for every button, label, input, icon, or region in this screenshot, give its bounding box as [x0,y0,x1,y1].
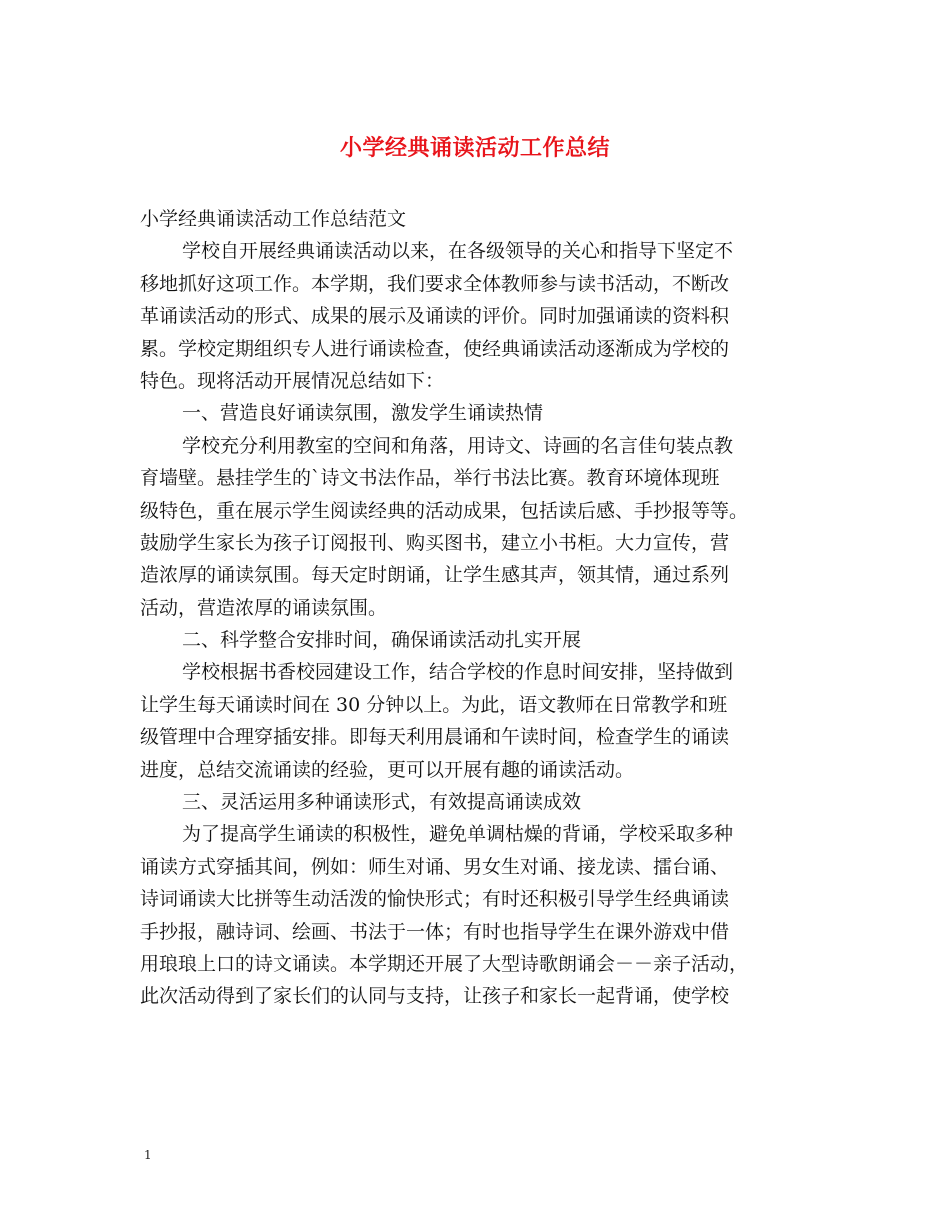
paragraph-line: 活动，营造浓厚的诵读氛围。 [140,596,388,619]
section-heading: 一、营造良好诵读氛围，激发学生诵读热情 [182,402,544,425]
paragraph-line: 级特色，重在展示学生阅读经典的活动成果，包括读后感、手抄报等等。 [140,499,749,522]
paragraph-line: 诵读方式穿插其间，例如：师生对诵、男女生对诵、接龙读、擂台诵、 [140,855,730,878]
paragraph-line: 用琅琅上口的诗文诵读。本学期还开展了大型诗歌朗诵会－－亲子活动， [140,952,749,975]
paragraph-line: 育墙壁。悬挂学生的`诗文书法作品，举行书法比赛。教育环境体现班 [140,467,720,490]
paragraph-line: 诗词诵读大比拼等生动活泼的愉快形式；有时还积极引导学生经典诵读 [140,888,730,911]
paragraph-line: 让学生每天诵读时间在 30 分钟以上。为此，语文教师在日常教学和班 [140,693,728,716]
document-title: 小学经典诵读活动工作总结 [339,135,610,161]
paragraph-line: 手抄报，融诗词、绘画、书法于一体；有时也指导学生在课外游戏中借 [140,920,730,943]
section-heading: 三、灵活运用多种诵读形式，有效提高诵读成效 [182,791,582,814]
paragraph-line: 累。学校定期组织专人进行诵读检查，使经典诵读活动逐渐成为学校的 [140,337,730,360]
paragraph-line: 进度，总结交流诵读的经验，更可以开展有趣的诵读活动。 [140,758,635,781]
paragraph-line: 鼓励学生家长为孩子订阅报刊、购买图书，建立小书柜。大力宣传，营 [140,531,730,554]
paragraph-line: 此次活动得到了家长们的认同与支持，让孩子和家长一起背诵，使学校 [140,985,730,1008]
paragraph-line: 特色。现将活动开展情况总结如下： [140,369,445,392]
paragraph-line: 学校充分利用教室的空间和角落，用诗文、诗画的名言佳句装点教 [182,434,734,457]
document-body [140,203,820,1013]
paragraph-line: 级管理中合理穿插安排。即每天利用晨诵和午读时间，检查学生的诵读 [140,726,730,749]
paragraph-line: 革诵读活动的形式、成果的展示及诵读的评价。同时加强诵读的资料积 [140,305,730,328]
section-heading: 二、科学整合安排时间，确保诵读活动扎实开展 [182,629,582,652]
paragraph-line: 学校自开展经典诵读活动以来，在各级领导的关心和指导下坚定不 [182,240,734,263]
paragraph-line: 学校根据书香校园建设工作，结合学校的作息时间安排，坚持做到 [182,661,734,684]
paragraph-line: 为了提高学生诵读的积极性，避免单调枯燥的背诵，学校采取多种 [182,823,734,846]
paragraph-line: 移地抓好这项工作。本学期，我们要求全体教师参与读书活动，不断改 [140,272,730,295]
paragraph-line: 造浓厚的诵读氛围。每天定时朗诵，让学生感其声，领其情，通过系列 [140,564,730,587]
subtitle-line: 小学经典诵读活动工作总结范文 [140,208,407,230]
page-number: 1 [144,1148,152,1162]
